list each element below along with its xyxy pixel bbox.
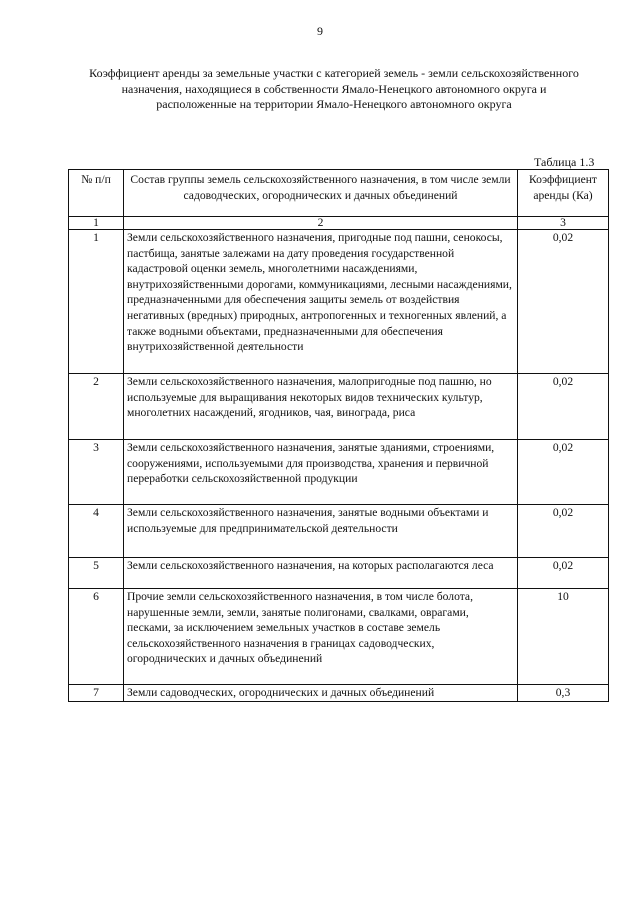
row-description: Земли сельскохозяйственного назначения, занятые водными объектами и используемые для предпринимательской деятельности [124,505,518,558]
row-description: Земли сельскохозяйственного назначения, пригодные под пашни, сенокосы, пастбища, занятые залежами на дату проведения государственной кадастровой оценки земель, многолетними насаждениями, внутрихозяйственными дорогами, коммуникациями, лесными насаждениями, предназначенными для обеспечения защиты земель от воздействия негативных (вредных) природных, антропогенных и техногенных явлений, а также водными объектами, предназначенными для обеспечения внутрихозяйственной деятельности [124,230,518,374]
row-description: Земли садоводческих, огороднических и дачных объединений [124,685,518,702]
table-row [69,374,609,440]
table-header-row [69,170,609,217]
table-row [69,685,609,702]
title-line: расположенные на территории Ямало-Ненецкого автономного округа [156,97,512,111]
row-number: 6 [69,589,124,685]
row-coefficient: 0,02 [518,558,609,589]
row-coefficient: 0,02 [518,230,609,374]
row-number: 1 [69,230,124,374]
row-number: 7 [69,685,124,702]
table-row [69,230,609,374]
row-description: Земли сельскохозяйственного назначения, занятые зданиями, строениями, сооружениями, используемыми для производства, хранения и первичной переработки сельскохозяйственной продукции [124,440,518,505]
row-coefficient: 0,3 [518,685,609,702]
header-coefficient: Коэффициент аренды (Ка) [518,170,609,217]
table-row [69,440,609,505]
row-description: Земли сельскохозяйственного назначения, малопригодные под пашню, но используемые для выращивания некоторых видов технических культур, многолетних насаждений, ягодников, чая, винограда, риса [124,374,518,440]
document-title [64,66,604,113]
row-number: 4 [69,505,124,558]
title-line: назначения, находящиеся в собственности Ямало-Ненецкого автономного округа и [121,81,547,96]
row-coefficient: 0,02 [518,505,609,558]
table-row [69,558,609,589]
column-number: 1 [69,217,124,230]
row-coefficient: 10 [518,589,609,685]
column-number: 3 [518,217,609,230]
row-coefficient: 0,02 [518,374,609,440]
page-number: 9 [317,24,323,38]
column-number: 2 [124,217,518,230]
table-row [69,589,609,685]
row-number: 3 [69,440,124,505]
header-composition: Состав группы земель сельскохозяйственного назначения, в том числе земли садоводческих, огороднических и дачных объединений [124,170,518,217]
row-number: 5 [69,558,124,589]
row-number: 2 [69,374,124,440]
column-numbers-row [69,217,609,230]
table-row [69,505,609,558]
row-description: Земли сельскохозяйственного назначения, на которых располагаются леса [124,558,518,589]
header-number: № п/п [69,170,124,217]
table-label: Таблица 1.3 [534,155,595,169]
row-coefficient: 0,02 [518,440,609,505]
row-description: Прочие земли сельскохозяйственного назначения, в том числе болота, нарушенные земли, земли, занятые полигонами, свалками, оврагами, песками, за исключением земельных участков в составе земель сельскохозяйственного назначения в границах садоводческих, огороднических и дачных объединений [124,589,518,685]
title-line: Коэффициент аренды за земельные участки с категорией земель - земли сельскохозяйственного [89,66,579,80]
coefficient-table [68,169,609,702]
